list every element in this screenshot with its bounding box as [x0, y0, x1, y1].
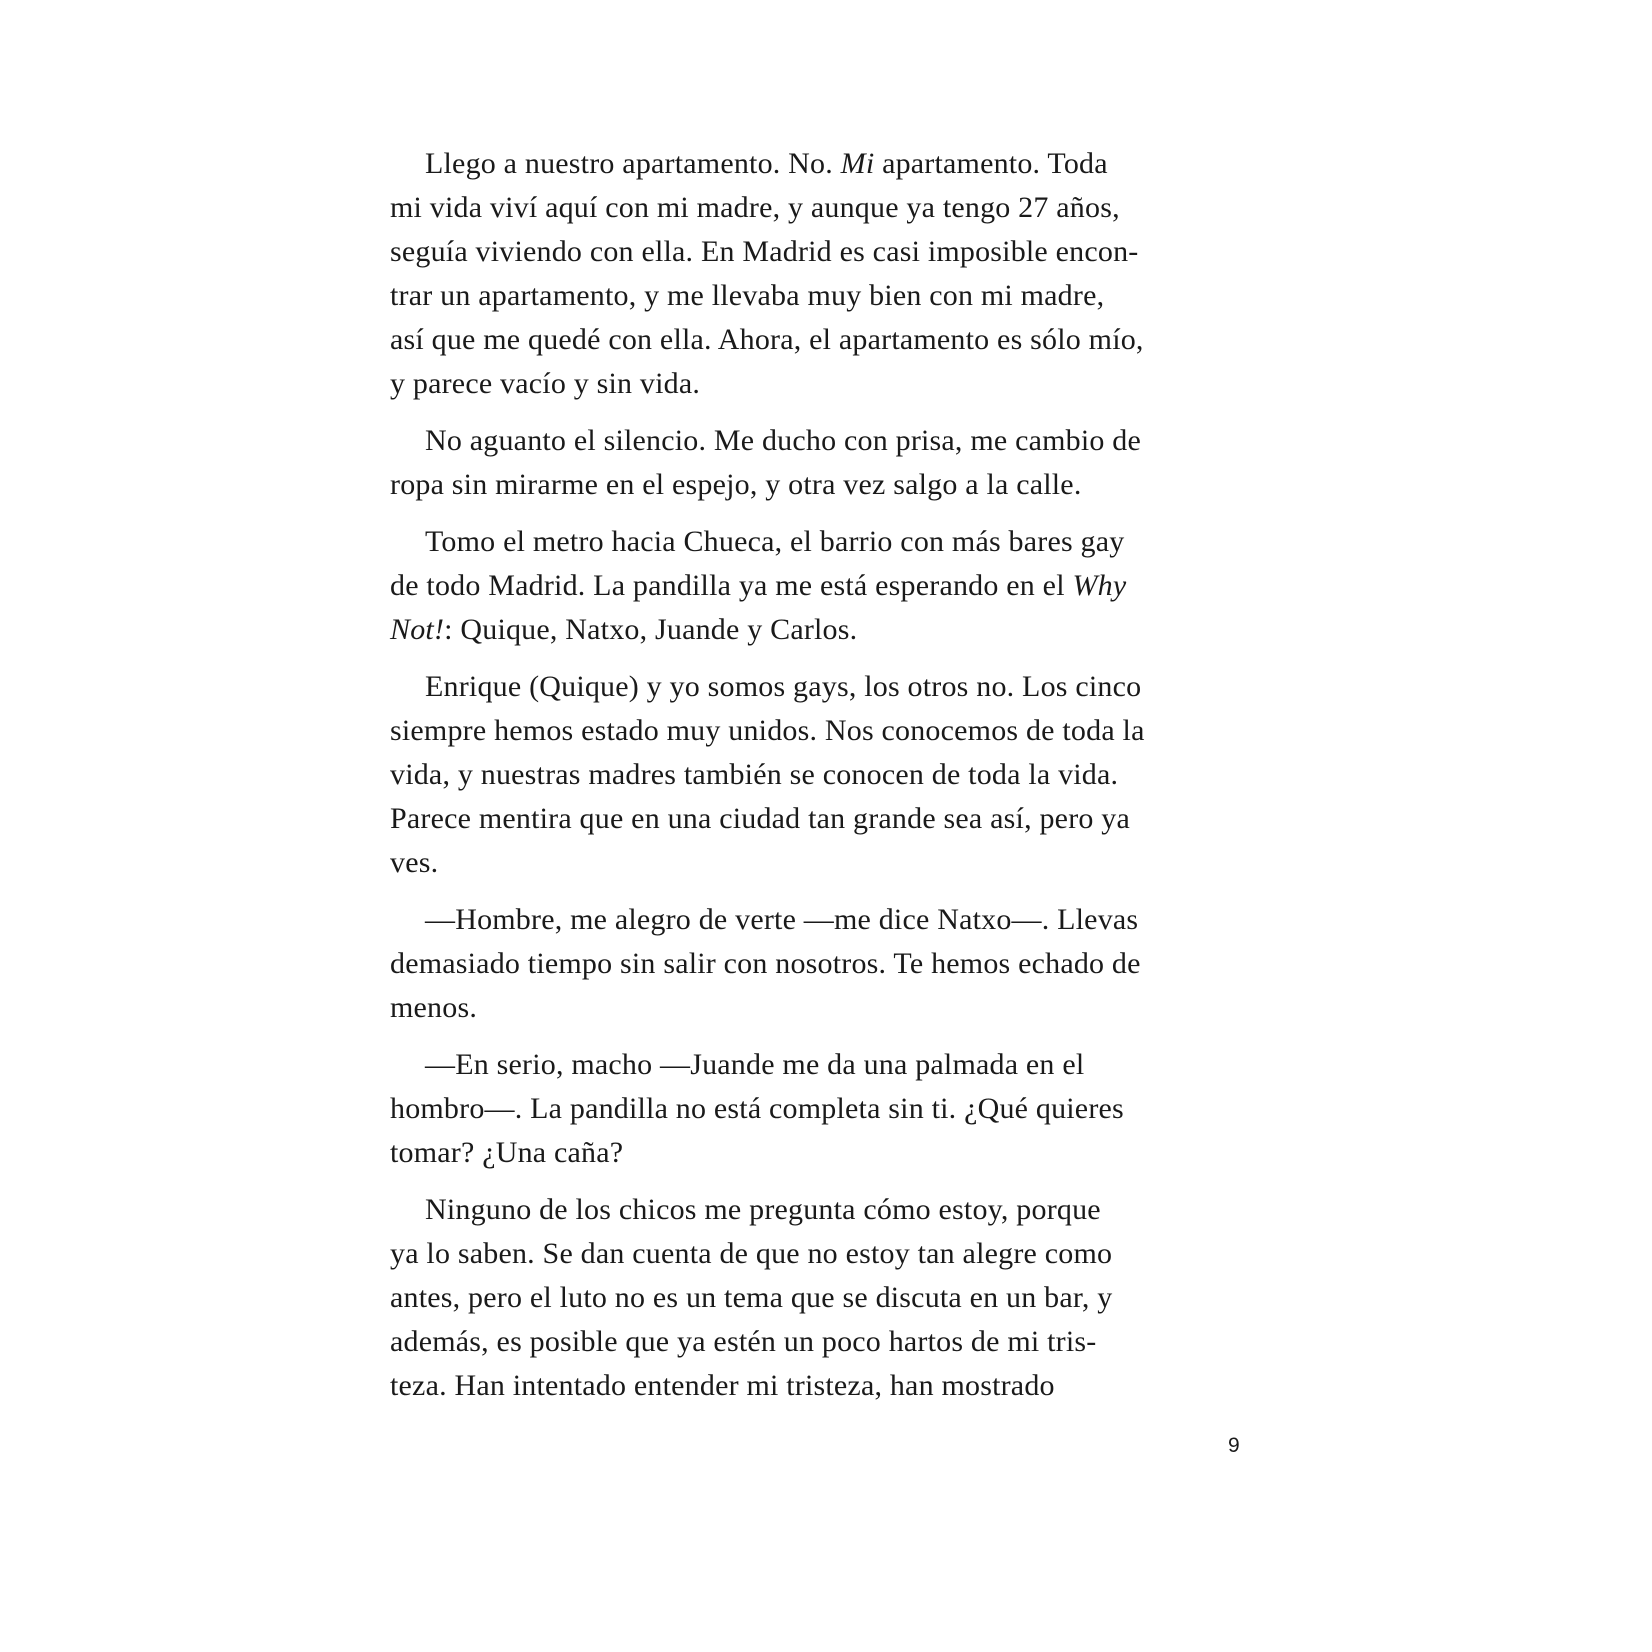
text-line [390, 1188, 1258, 1232]
text-segment: seguía viviendo con ella. En Madrid es casi imposible encon- [390, 235, 1139, 268]
text-segment: y parece vacío y sin vida. [390, 367, 701, 400]
text-segment: siempre hemos estado muy unidos. Nos conocemos de toda la [390, 714, 1145, 747]
paragraph [390, 419, 1258, 507]
text-segment: Llego a nuestro apartamento. No. [425, 147, 841, 180]
text-segment: Enrique (Quique) y yo somos gays, los otros no. Los cinco [425, 670, 1142, 703]
text-line [390, 463, 1258, 507]
text-line [390, 1087, 1258, 1131]
text-segment: vida, y nuestras madres también se conocen de toda la vida. [390, 758, 1119, 791]
text-segment: hombro—. La pandilla no está completa sin ti. ¿Qué quieres [390, 1092, 1124, 1125]
text-line [390, 1276, 1258, 1320]
text-line [390, 1131, 1258, 1175]
text-line [390, 564, 1258, 608]
text-segment: apartamento. Toda [874, 147, 1108, 180]
text-line [390, 1232, 1258, 1276]
text-segment: ropa sin mirarme en el espejo, y otra vez salgo a la calle. [390, 468, 1082, 501]
text-line [390, 753, 1258, 797]
text-segment: —En serio, macho —Juande me da una palmada en el [425, 1048, 1085, 1081]
text-line [390, 665, 1258, 709]
text-segment: Parece mentira que en una ciudad tan grande sea así, pero ya [390, 802, 1130, 835]
text-line [390, 986, 1258, 1030]
text-line [390, 318, 1258, 362]
text-segment: trar un apartamento, y me llevaba muy bien con mi madre, [390, 279, 1105, 312]
text-segment: Tomo el metro hacia Chueca, el barrio con más bares gay [425, 525, 1125, 558]
text-segment: además, es posible que ya estén un poco hartos de mi tris- [390, 1325, 1097, 1358]
text-segment: : Quique, Natxo, Juande y Carlos. [444, 613, 858, 646]
text-segment: así que me quedé con ella. Ahora, el apartamento es sólo mío, [390, 323, 1144, 356]
italic-text-segment: Why [1072, 569, 1127, 602]
italic-text-segment: Not! [390, 613, 445, 646]
paragraph [390, 520, 1258, 652]
text-segment: ves. [390, 846, 439, 879]
page-number: 9 [1228, 1434, 1240, 1457]
text-segment: demasiado tiempo sin salir con nosotros. Te hemos echado de [390, 947, 1141, 980]
text-segment: teza. Han intentado entender mi tristeza, han mostrado [390, 1369, 1055, 1402]
text-segment: Ninguno de los chicos me pregunta cómo estoy, porque [425, 1193, 1101, 1226]
text-segment: antes, pero el luto no es un tema que se discuta en un bar, y [390, 1281, 1113, 1314]
text-line [390, 942, 1258, 986]
text-segment: mi vida viví aquí con mi madre, y aunque ya tengo 27 años, [390, 191, 1120, 224]
text-segment: —Hombre, me alegro de verte —me dice Natxo—. Llevas [425, 903, 1139, 936]
text-line [390, 520, 1258, 564]
text-line [390, 186, 1258, 230]
text-line [390, 362, 1258, 406]
text-line [390, 1364, 1258, 1408]
italic-text-segment: Mi [840, 147, 875, 180]
text-segment: ya lo saben. Se dan cuenta de que no estoy tan alegre como [390, 1237, 1113, 1270]
text-segment: No aguanto el silencio. Me ducho con prisa, me cambio de [425, 424, 1141, 457]
paragraph [390, 665, 1258, 885]
paragraph [390, 1043, 1258, 1175]
text-line [390, 608, 1258, 652]
text-line [390, 1320, 1258, 1364]
text-segment: menos. [390, 991, 478, 1024]
paragraph [390, 142, 1258, 406]
text-segment: de todo Madrid. La pandilla ya me está esperando en el [390, 569, 1073, 602]
paragraph [390, 1188, 1258, 1408]
text-line [390, 1043, 1258, 1087]
text-line [390, 419, 1258, 463]
text-line [390, 841, 1258, 885]
text-line [390, 142, 1258, 186]
text-line [390, 898, 1258, 942]
text-segment: tomar? ¿Una caña? [390, 1136, 624, 1169]
text-line [390, 709, 1258, 753]
paragraph [390, 898, 1258, 1030]
text-line [390, 274, 1258, 318]
text-line [390, 230, 1258, 274]
text-block [390, 142, 1258, 1421]
text-line [390, 797, 1258, 841]
